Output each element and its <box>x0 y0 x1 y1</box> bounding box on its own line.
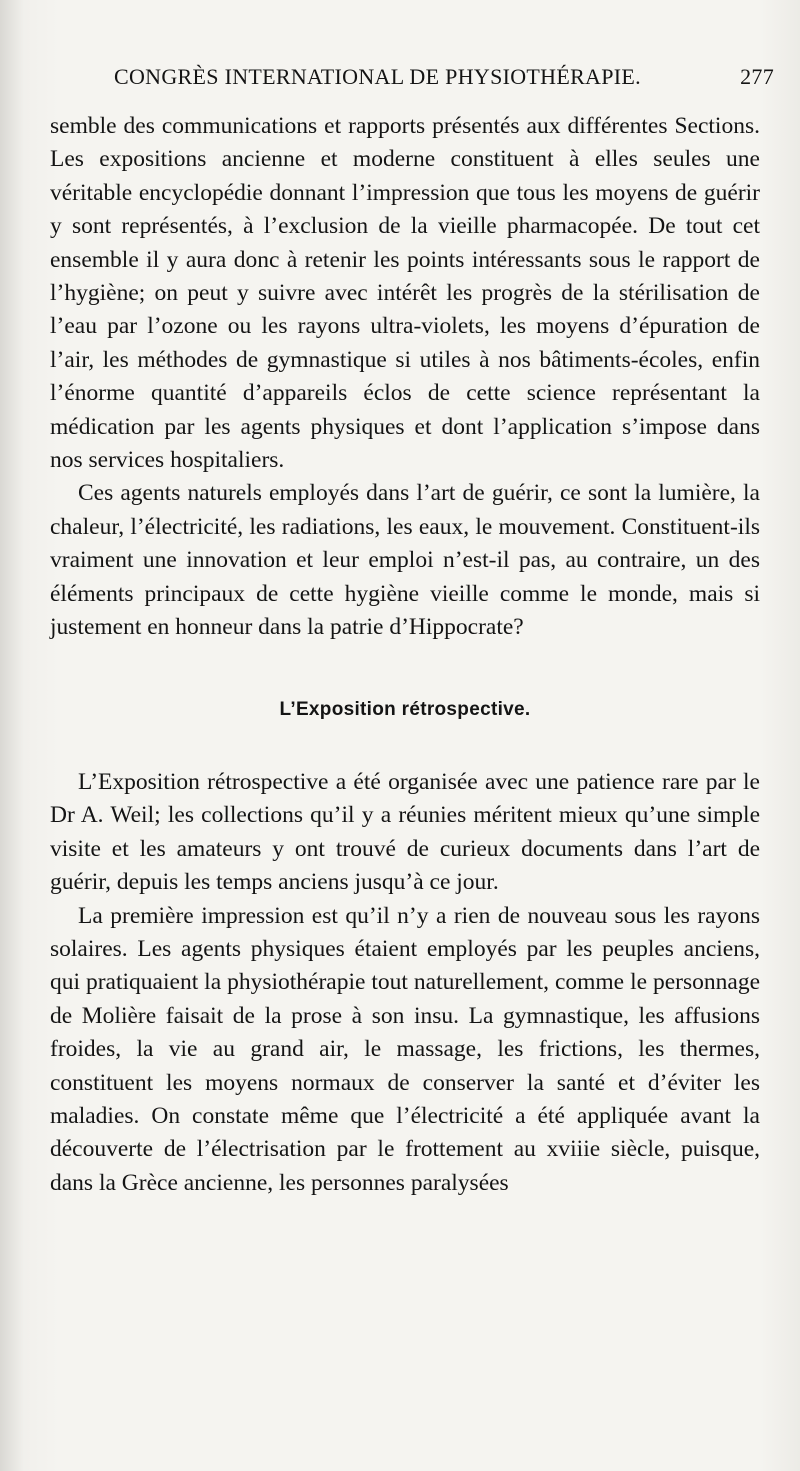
paragraph-2: Ces agents naturels employés dans l’art de guérir, ce sont la lumière, la chaleur, l’électricité, les radiations, les eaux, le mouvement. Constituent-ils vraiment une innovation et leur emploi n’est-il pas, au contraire, un des éléments principaux de cette hygiène vieille comme le monde, mais si justement en honneur dans la patrie d’Hippocrate? <box>50 480 760 641</box>
page-header <box>114 64 774 100</box>
paragraph-3: L’Exposition rétrospective a été organisée avec une patience rare par le Dr A. Weil; les collections qu’il y a réunies méritent mieux qu’une simple visite et les amateurs y ont trouvé de curieux documents dans l’art de guérir, depuis les temps anciens jusqu’à ce jour. <box>50 768 760 896</box>
page-body <box>50 110 760 1200</box>
running-title: CONGRÈS INTERNATIONAL DE PHYSIOTHÉRAPIE. <box>114 64 641 89</box>
paragraph-4: La première impression est qu’il n’y a rien de nouveau sous les rayons solaires. Les agents physiques étaient employés par les peuples anciens, qui pratiquaient la physiothérapie tout naturellement, comme le personnage de Molière faisait de la prose à son insu. La gymnastique, les affusions froides, la vie au grand air, le massage, les frictions, les thermes, constituent les moyens normaux de conserver la santé et d’éviter les maladies. On constate même que l’électricité a été appliquée avant la découverte de l’électrisation par le frottement au xviiie siècle, puisque, dans la Grèce ancienne, les personnes paralysées <box>50 902 760 1196</box>
page-number: 277 <box>740 64 774 89</box>
paragraph-1: semble des communications et rapports présentés aux différentes Sections. Les expositions ancienne et moderne constituent à elles seules une véritable encyclopédie donnant l’impression que tous les moyens de guérir y sont représentés, à l’exclusion de la vieille pharmacopée. De tout cet ensemble il y aura donc à retenir les points intéressants sous le rapport de l’hygiène; on peut y suivre avec intérêt les progrès de la stérilisation de l’eau par l’ozone ou les rayons ultra-violets, les moyens d’épuration de l’air, les méthodes de gymnastique si utiles à nos bâtiments-écoles, enfin l’énorme quantité d’appareils éclos de cette science représentant la médication par les agents physiques et dont l’application s’impose dans nos services hospitaliers. <box>50 113 760 474</box>
section-heading: L’Exposition rétrospective. <box>279 698 531 720</box>
